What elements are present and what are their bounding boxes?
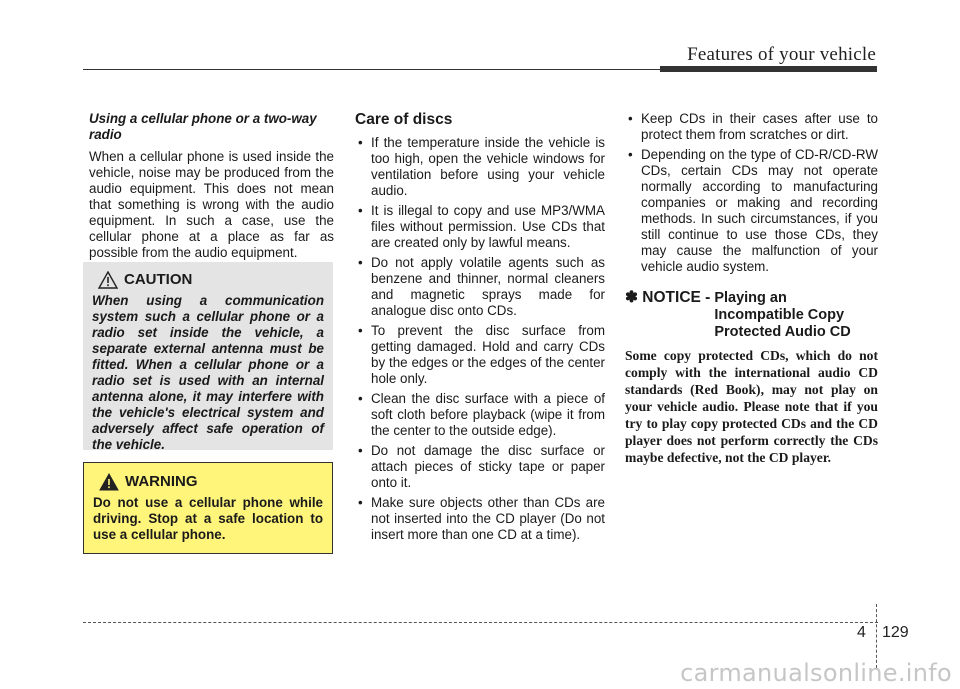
footer-rule (83, 622, 878, 623)
section-title: Features of your vehicle (687, 44, 876, 65)
column-right (625, 111, 878, 466)
notice-title-line: Protected Audio CD (714, 324, 851, 340)
warning-text: Do not use a cellular phone while driving. Stop at a safe location to use a cellular phone. (93, 495, 323, 542)
header-rule-thick (660, 66, 877, 72)
notice-body: Some copy protected CDs, which do not comply with the international audio CD standards (Red Book), may not play on your vehicle audio. Please note that if you try to play copy protected CDs and the CD player does not perform correctly the CDs maybe defective, not the CD player. (625, 348, 878, 465)
subheading-cellular-phone: Using a cellular phone or a two-way radio (89, 111, 317, 142)
watermark: carmanualsonline.info (680, 659, 952, 687)
list-item: • Make sure objects other than CDs are not inserted into the CD player (Do not insert more than one CD at a time). (355, 495, 605, 543)
care-of-discs-heading: Care of discs (355, 111, 453, 128)
list-item: • If the temperature inside the vehicle is too high, open the vehicle windows for ventilation before using your vehicle audio. (355, 135, 605, 199)
cd-tips-list (625, 111, 878, 275)
notice-title-line: Playing an (714, 290, 787, 306)
care-of-discs-list (355, 135, 605, 543)
warning-title: WARNING (125, 473, 198, 490)
list-item: • Clean the disc surface with a piece of soft cloth before playback (wipe it from the center to the outside edge). (355, 391, 605, 439)
notice-header (625, 289, 878, 341)
header-rule-thin (83, 69, 661, 70)
page-number: 129 (882, 624, 909, 641)
notice-title-line: Incompatible Copy (714, 307, 845, 323)
notice-label: ✽ NOTICE - (625, 289, 711, 306)
caution-header (98, 271, 324, 289)
list-item: • Keep CDs in their cases after use to protect them from scratches or dirt. (625, 111, 878, 143)
chapter-number: 4 (857, 624, 866, 641)
column-left (89, 111, 334, 261)
list-item: • Depending on the type of CD-R/CD-RW CDs, certain CDs may not operate normally according to manufacturing companies or making and recording methods. In such circumstances, if you still continue to use those CDs, they may cause the malfunction of your vehicle audio system. (625, 147, 878, 275)
caution-title: CAUTION (124, 271, 193, 288)
list-item: • Do not apply volatile agents such as benzene and thinner, normal cleaners and magnetic sprays made for analogue disc onto CDs. (355, 255, 605, 319)
caution-box (83, 262, 333, 450)
notice-title (714, 290, 850, 341)
caution-triangle-icon (98, 271, 118, 289)
list-item: • Do not damage the disc surface or attach pieces of sticky tape or paper onto it. (355, 443, 605, 491)
warning-box (83, 462, 333, 554)
list-item: • To prevent the disc surface from getting damaged. Hold and carry CDs by the edges or the edges of the center hole only. (355, 323, 605, 387)
warning-triangle-icon (99, 473, 119, 491)
cellular-phone-paragraph: When a cellular phone is used inside the vehicle, noise may be produced from the audio equipment. This does not mean that something is wrong with the audio equipment. In such a case, use the cellular phone at a place as far as possible from the audio equipment. (89, 149, 334, 260)
list-item: • It is illegal to copy and use MP3/WMA files without permission. Use CDs that are created only by lawful means. (355, 203, 605, 251)
caution-text: When using a communication system such a cellular phone or a radio set inside the vehicle, a separate external antenna must be fitted. When a cellular phone or a radio set is used with an internal antenna alone, it may interfere with the vehicle's electrical system and adversely affect safe operation of the vehicle. (92, 293, 324, 452)
warning-header (99, 473, 323, 491)
column-middle (355, 111, 605, 547)
